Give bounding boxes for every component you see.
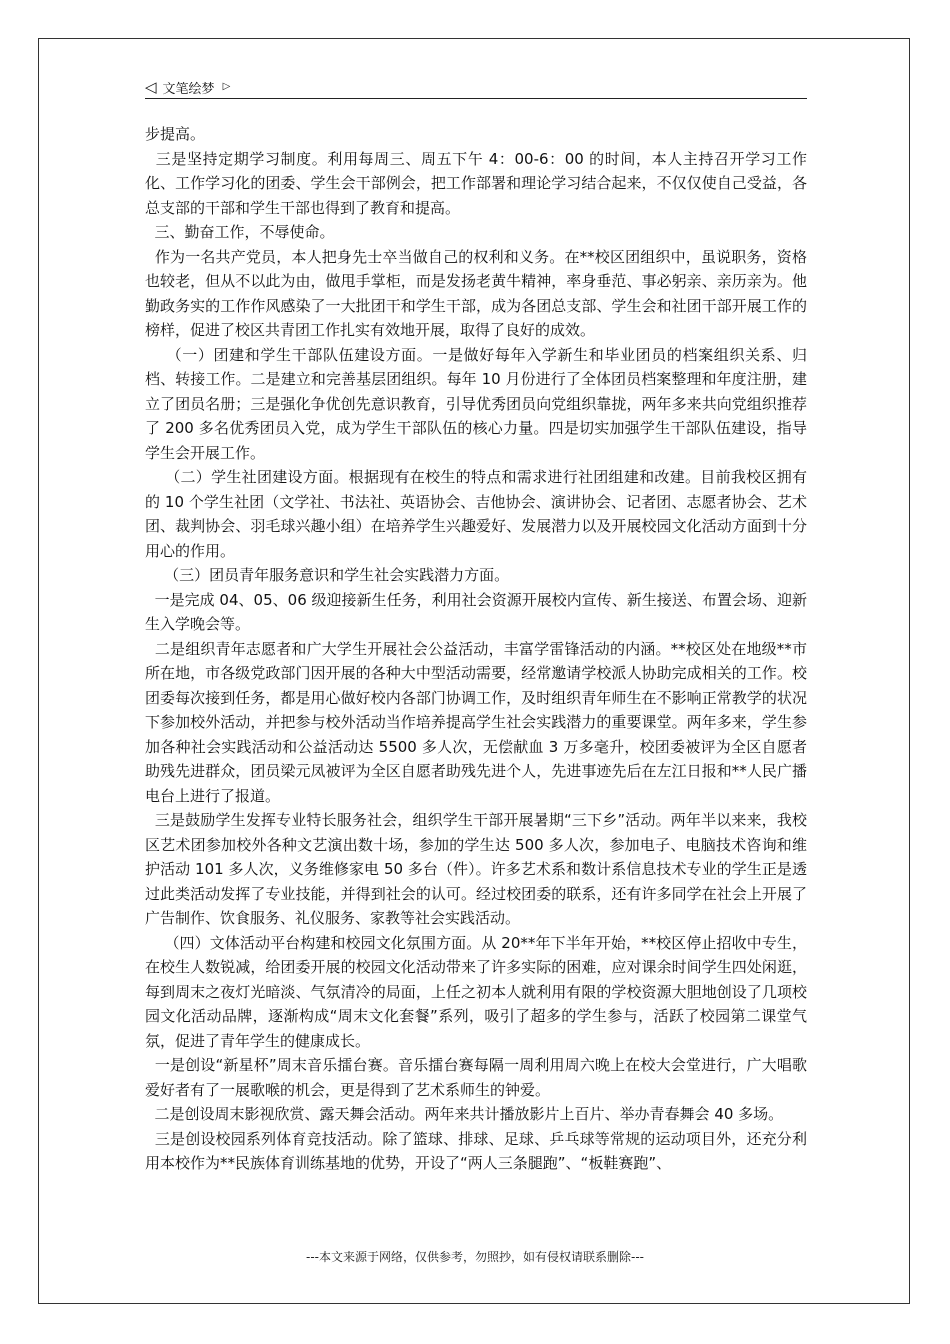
paragraph: 一是完成 04、05、06 级迎接新生任务，利用社会资源开展校内宣传、新生接送、布置会场、迎新生入学晚会等。 xyxy=(145,590,807,633)
paragraph: 二是组织青年志愿者和广大学生开展社会公益活动，丰富学雷锋活动的内涵。**校区处在地级**市所在地，市各级党政部门因开展的各种大中型活动需要，经常邀请学校派人协助完成相关的工作。校团委每次接到任务，都是用心做好校内各部门协调工作，及时组织青年师生在不影响正常教学的状况下参加校外活动，并把参与校外活动当作培养提高学生社会实践潜力的重要课堂。两年多来，学生参加各种社会实践活动和公益活动达 5500 多人次，无偿献血 3 万多毫升，校团委被评为全区自愿者助残先进群众，团员梁元凤被评为全区自愿者助残先进个人，先进事迹先后在左江日报和**人民广播电台上进行了报道。 xyxy=(145,639,807,805)
page-header xyxy=(145,76,805,98)
paragraph: 三是创设校园系列体育竞技活动。除了篮球、排球、足球、乒乓球等常规的运动项目外，还充分利用本校作为**民族体育训练基地的优势，开设了“两人三条腿跑”、“板鞋赛跑”、 xyxy=(145,1129,807,1172)
triangle-right-icon: ▷ xyxy=(222,81,231,92)
paragraph: 二是创设周末影视欣赏、露天舞会活动。两年来共计播放影片上百片、举办青春舞会 40 多场。 xyxy=(145,1105,784,1123)
paragraph: 作为一名共产党员，本人把身先士卒当做自己的权利和义务。在**校区团组织中，虽说职务，资格也较老，但从不以此为由，做甩手掌柜，而是发扬老黄牛精神，率身垂范、事必躬亲、亲历亲为。他勤政务实的工作作风感染了一大批团干和学生干部，成为各团总支部、学生会和社团干部开展工作的榜样，促进了校区共青团工作扎实有效地开展，取得了良好的成效。 xyxy=(145,247,807,339)
document-body xyxy=(145,122,807,1176)
paragraph: 一是创设“新星杯”周末音乐擂台赛。音乐擂台赛每隔一周利用周六晚上在校大会堂进行，广大唱歌爱好者有了一展歌喉的机会，更是得到了艺术系师生的钟爱。 xyxy=(145,1056,807,1099)
paragraph: （一）团建和学生干部队伍建设方面。一是做好每年入学新生和毕业团员的档案组织关系、归档、转接工作。二是建立和完善基层团组织。每年 10 月份进行了全体团员档案整理和年度注册，建立了团员名册；三是强化争优创先意识教育，引导优秀团员向党组织靠拢，两年多来共向党组织推荐了 200 多名优秀团员入党，成为学生干部队伍的核心力量。四是切实加强学生干部队伍建设，指导学生会开展工作。 xyxy=(145,345,807,462)
header-title: 文笔绘梦 xyxy=(162,81,215,97)
footer-disclaimer: ---本文来源于网络，仅供参考，勿照抄，如有侵权请联系删除--- xyxy=(306,1250,644,1264)
section-heading: 三、勤奋工作，不辱使命。 xyxy=(145,223,335,241)
paragraph: （二）学生社团建设方面。根据现有在校生的特点和需求进行社团组建和改建。目前我校区拥有的 10 个学生社团（文学社、书法社、英语协会、吉他协会、演讲协会、记者团、志愿者协会、艺术团、裁判协会、羽毛球兴趣小组）在培养学生兴趣爱好、发展潜力以及开展校园文化活动方面到十分用心的作用。 xyxy=(145,468,807,560)
paragraph: 三是坚持定期学习制度。利用每周三、周五下午 4：00-6：00 的时间，本人主持召开学习工作化、工作学习化的团委、学生会干部例会，把工作部署和理论学习结合起来，不仅仅使自己受益，各总支部的干部和学生干部也得到了教育和提高。 xyxy=(145,149,807,217)
triangle-left-icon: ◁ xyxy=(145,77,157,96)
paragraph: （四）文体活动平台构建和校园文化氛围方面。从 20**年下半年开始，**校区停止招收中专生，在校生人数锐减，给团委开展的校园文化活动带来了许多实际的困难，应对课余时间学生四处闲逛，每到周末之夜灯光暗淡、气氛清冷的局面，上任之初本人就利用有限的学校资源大胆地创设了几项校园文化活动品牌，逐渐构成“周末文化套餐”系列，吸引了超多的学生参与，活跃了校园第二课堂气氛，促进了青年学生的健康成长。 xyxy=(145,933,807,1050)
paragraph: 步提高。 xyxy=(145,125,206,143)
paragraph: 三是鼓励学生发挥专业特长服务社会，组织学生干部开展暑期“三下乡”活动。两年半以来来，我校区艺术团参加校外各种文艺演出数十场，参加的学生达 500 多人次，参加电子、电脑技术咨询和维护活动 101 多人次，义务维修家电 50 多台（件）。许多艺术系和数计系信息技术专业的学生正是透过此类活动发挥了专业技能，并得到社会的认可。经过校团委的联系，还有许多同学在社会上开展了广告制作、饮食服务、礼仪服务、家教等社会实践活动。 xyxy=(145,811,807,927)
header-divider xyxy=(145,98,807,99)
subsection-heading: （三）团员青年服务意识和学生社会实践潜力方面。 xyxy=(145,566,510,584)
